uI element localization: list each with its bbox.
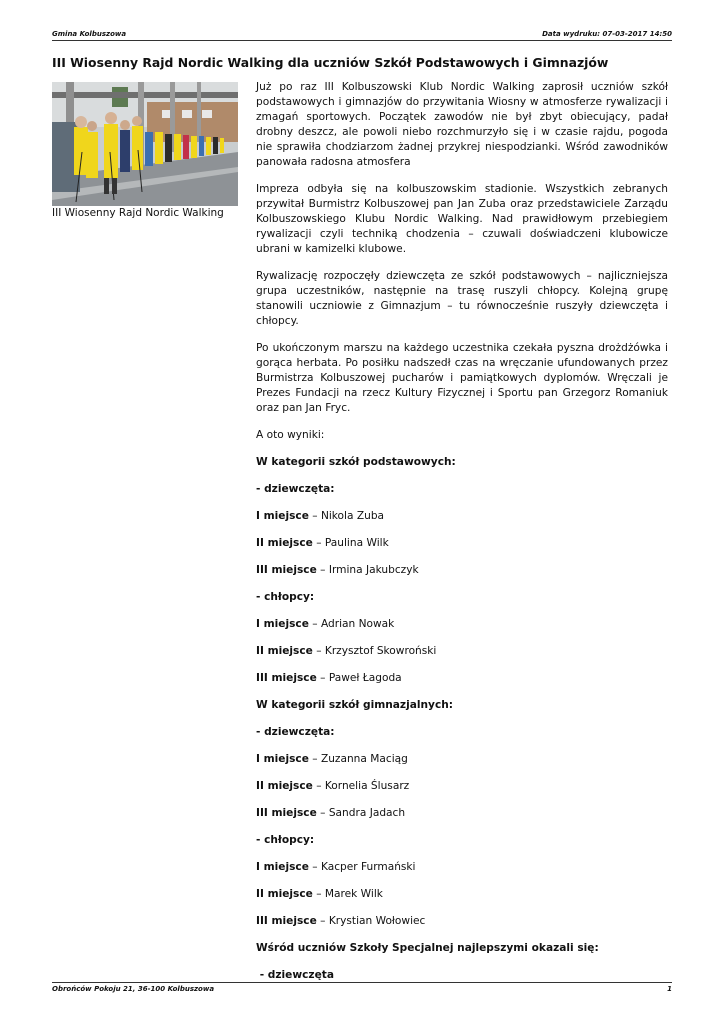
place-label: I miejsce <box>256 861 309 873</box>
winner-name: Paulina Wilk <box>324 537 389 549</box>
place-label: II miejsce <box>256 780 313 792</box>
result-row <box>256 617 668 632</box>
winner-name: Marek Wilk <box>324 888 383 900</box>
article-photo[interactable] <box>52 82 238 206</box>
winner-name: Sandra Jadach <box>328 807 406 819</box>
page-header <box>52 30 672 40</box>
result-row <box>256 536 668 551</box>
result-row <box>256 671 668 686</box>
result-row <box>256 914 668 929</box>
place-label: I miejsce <box>256 753 309 765</box>
dash: – <box>316 915 329 927</box>
place-label: II miejsce <box>256 888 313 900</box>
page-footer <box>52 985 672 995</box>
result-row <box>256 509 668 524</box>
result-row <box>256 860 668 875</box>
result-row <box>256 806 668 821</box>
results-intro: A oto wyniki: <box>256 429 325 441</box>
paragraph: Po ukończonym marszu na każdego uczestnika czekała pyszna drożdżówka i gorąca herbata. Po posiłku nadszedł czas na wręczanie ufundowanych przez Burmistrza Kolbuszowej pucharów i pamiątkowych dyplomów. Wręczali je Prezes Fundacji na rzecz Kultury Fizycznej i Sportu pan Grzegorz Romaniuk oraz pan Jan Fryc. <box>256 342 668 414</box>
place-label: III miejsce <box>256 915 317 927</box>
paragraph: Impreza odbyła się na kolbuszowskim stadionie. Wszystkich zebranych przywitał Burmistrz Kolbuszowej pan Jan Zuba oraz przedstawiciele Zarządu Kolbuszowskiego Klubu Nordic Walking. Nad prawidłowym przebiegiem rywalizacji czyli techniką chodzenia – czuwali doświadczeni klubowicze ubrani w kamizelki klubowe. <box>256 183 668 255</box>
dash: – <box>316 807 329 819</box>
gym-girls-label: - dziewczęta: <box>256 726 335 738</box>
winner-name: Krzysztof Skowroński <box>324 645 437 657</box>
footer-address: Obrońców Pokoju 21, 36-100 Kolbuszowa <box>52 985 215 993</box>
place-label: III miejsce <box>256 564 317 576</box>
result-row <box>256 779 668 794</box>
article-body <box>256 80 668 995</box>
winner-name: Adrian Nowak <box>320 618 395 630</box>
result-row <box>256 752 668 767</box>
photo-caption: III Wiosenny Rajd Nordic Walking <box>52 207 224 219</box>
place-label: III miejsce <box>256 807 317 819</box>
dash: – <box>312 537 325 549</box>
winner-name: Irmina Jakubczyk <box>328 564 419 576</box>
result-row <box>256 887 668 902</box>
winner-name: Nikola Zuba <box>320 510 385 522</box>
place-label: II miejsce <box>256 537 313 549</box>
paragraph: Już po raz III Kolbuszowski Klub Nordic Walking zaprosił uczniów szkół podstawowych i gimnazjów do przywitania Wiosny w atmosferze rywalizacji i zmagań sportowych. Początek zawodów nie był zbyt obiecujący, padał drobny deszcz, ale powoli niebo rozchmurzyło się i w czasie rajdu, pogoda nie sprawiła chodziarzom żadnej przykrej niespodzianki. Wśród zawodników panowała radosna atmosfera <box>256 81 668 168</box>
winner-name: Kacper Furmański <box>320 861 416 873</box>
place-label: I miejsce <box>256 510 309 522</box>
paragraph: Rywalizację rozpoczęły dziewczęta ze szkół podstawowych – najliczniejsza grupa uczestników, następnie na trasę ruszyli chłopcy. Kolejną grupę stanowili uczniowie z Gimnazjum – tu równocześnie ruszyły dziewczęta i chłopcy. <box>256 270 668 327</box>
dash: – <box>308 618 321 630</box>
footer-divider <box>52 982 672 983</box>
dash: – <box>308 861 321 873</box>
winner-name: Paweł Łagoda <box>328 672 402 684</box>
winner-name: Zuzanna Maciąg <box>320 753 408 765</box>
primary-boys-label: - chłopcy: <box>256 591 315 603</box>
result-row <box>256 563 668 578</box>
dash: – <box>316 672 329 684</box>
primary-girls-label: - dziewczęta: <box>256 483 335 495</box>
header-site-name: Gmina Kolbuszowa <box>52 30 127 38</box>
page-number: 1 <box>667 985 672 993</box>
dash: – <box>312 645 325 657</box>
primary-category-heading: W kategorii szkół podstawowych: <box>256 456 456 468</box>
winner-name: Krystian Wołowiec <box>328 915 426 927</box>
gym-boys-label: - chłopcy: <box>256 834 315 846</box>
place-label: III miejsce <box>256 672 317 684</box>
result-row <box>256 644 668 659</box>
special-girls-label: - dziewczęta <box>256 969 334 981</box>
header-print-date: Data wydruku: 07-03-2017 14:50 <box>542 30 672 38</box>
dash: – <box>312 780 325 792</box>
dash: – <box>308 753 321 765</box>
special-school-heading: Wśród uczniów Szkoły Specjalnej najlepszymi okazali się: <box>256 942 599 954</box>
dash: – <box>316 564 329 576</box>
winner-name: Kornelia Ślusarz <box>324 780 410 792</box>
header-divider <box>52 40 672 41</box>
place-label: II miejsce <box>256 645 313 657</box>
place-label: I miejsce <box>256 618 309 630</box>
photo-illustration <box>52 82 238 206</box>
dash: – <box>312 888 325 900</box>
article-title: III Wiosenny Rajd Nordic Walking dla uczniów Szkół Podstawowych i Gimnazjów <box>52 55 609 70</box>
dash: – <box>308 510 321 522</box>
gym-category-heading: W kategorii szkół gimnazjalnych: <box>256 699 454 711</box>
